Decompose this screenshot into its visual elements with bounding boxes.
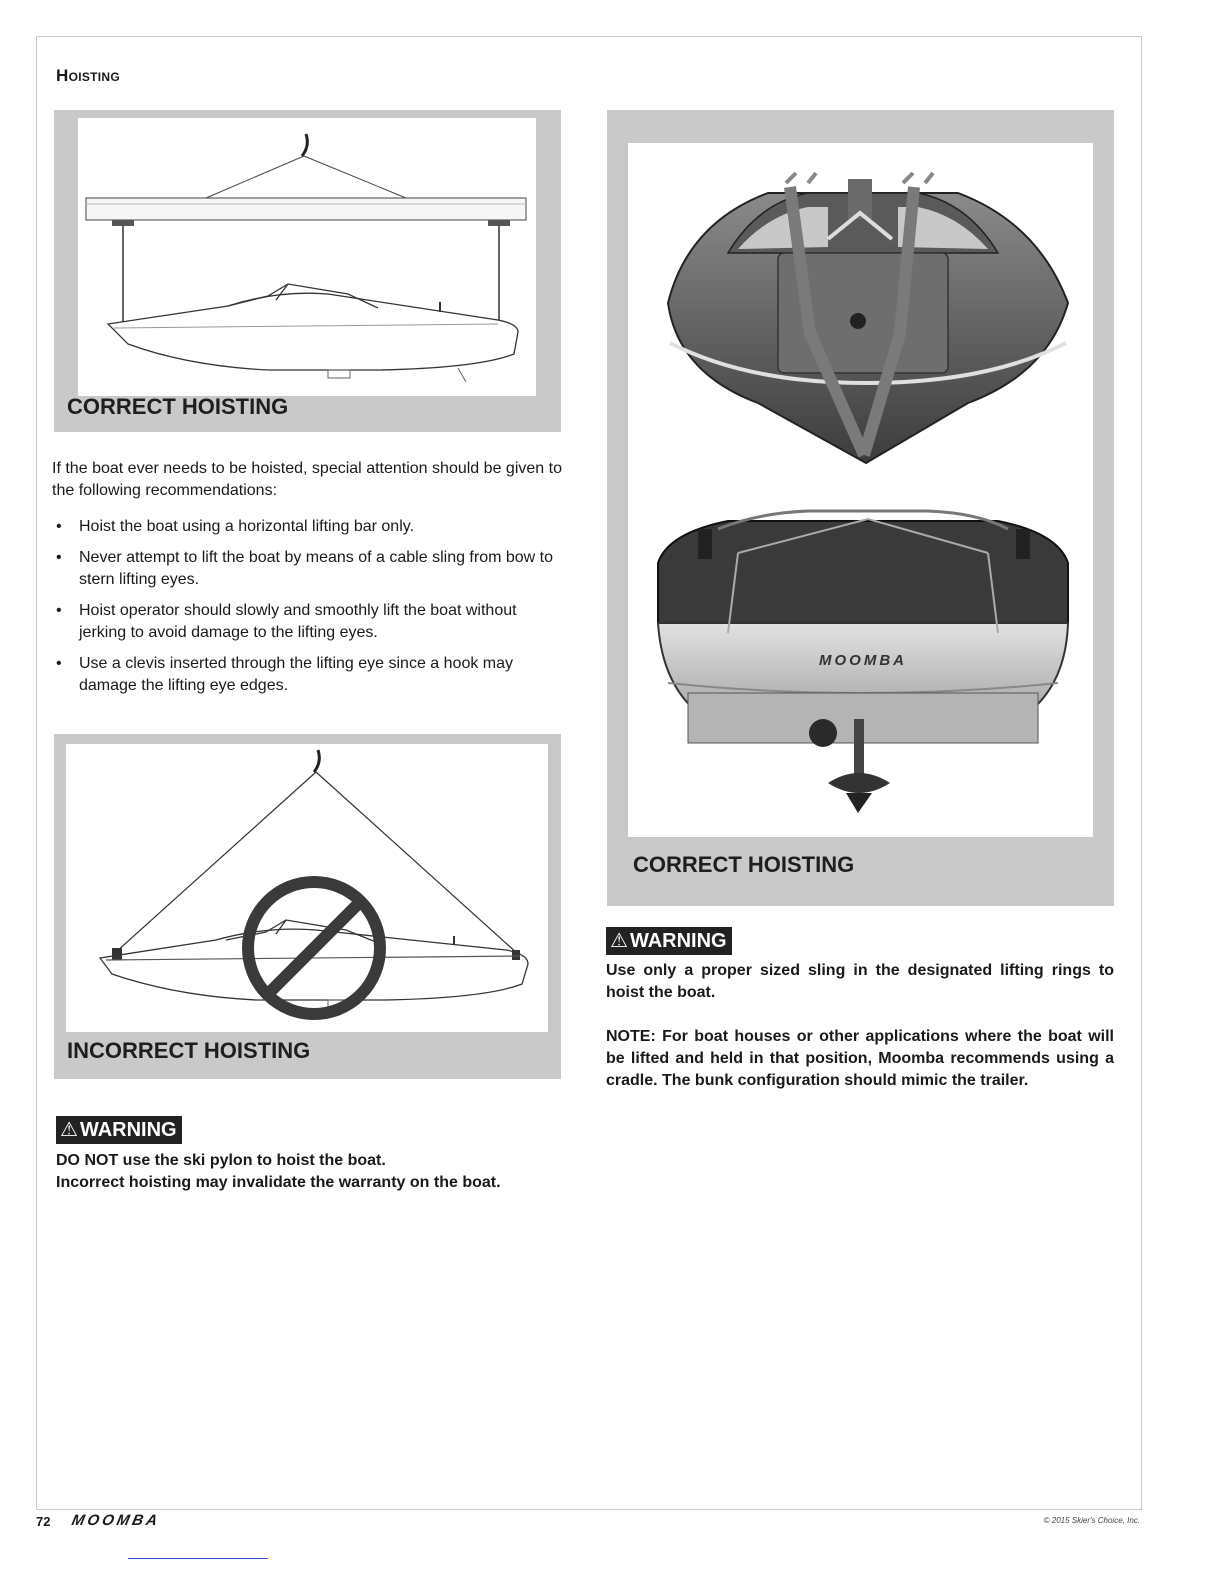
list-item: • Use a clevis inserted through the lifting eye since a hook may damage the lifting eye edges. [52,653,562,697]
stern-logo: MOOMBA [819,652,907,669]
figure-correct-bar-caption: CORRECT HOISTING [67,394,289,419]
boat-lift-bar-diagram [78,118,536,396]
page-number: 72 [36,1514,51,1529]
warning-label: WARNING [629,930,727,952]
warning-triangle-icon: ⚠ [610,930,628,952]
warning-label: WARNING [79,1119,177,1141]
intro-text: If the boat ever needs to be hoisted, special attention should be given to the following recommendations: [52,460,562,499]
copyright: © 2015 Skier's Choice, Inc. [1043,1516,1140,1525]
warning-badge-right [606,927,732,955]
boat-stern-photo [658,511,1068,813]
boat-sling-diagram [66,744,548,1032]
warning-triangle-icon: ⚠ [60,1119,78,1141]
section-title: Hoisting [56,66,121,85]
figure-correct-photo [607,110,1114,906]
figure-correct-bar [54,110,561,432]
figure-correct-photo-image [628,143,1093,837]
list-item: • Hoist operator should slowly and smoothly lift the boat without jerking to avoid damage to the lifting eyes. [52,600,562,644]
list-item: • Never attempt to lift the boat by means of a cable sling from bow to stern lifting eyes. [52,547,562,591]
figure-correct-bar-drawing [78,118,536,396]
figure-incorrect-sling-drawing [66,744,548,1032]
figure-correct-photo-caption: CORRECT HOISTING [633,852,855,877]
footer-logo: MOOMBA [70,1512,162,1529]
figure-incorrect-sling-caption: INCORRECT HOISTING [67,1038,311,1063]
warning-text-left [56,1150,561,1194]
note-text: NOTE: For boat houses or other applications where the boat will be lifted and held in that position, Moomba recommends using a cradle. The bunk configuration should mimic the trailer. [606,1028,1114,1089]
list-item: • Hoist the boat using a horizontal lifting bar only. [52,516,562,538]
warning-badge-left [56,1116,182,1144]
figure-incorrect-sling [54,734,561,1079]
warning-text-right: Use only a proper sized sling in the designated lifting rings to hoist the boat. [606,962,1114,1001]
boat-bow-photo [668,173,1068,463]
warning-line-2: Incorrect hoisting may invalidate the warranty on the boat. [56,1174,501,1191]
footer-divider [128,1558,268,1559]
boat-sling-photos [628,143,1093,837]
warning-line-1: DO NOT use the ski pylon to hoist the boat. [56,1152,386,1169]
recommendations-list [52,516,562,706]
